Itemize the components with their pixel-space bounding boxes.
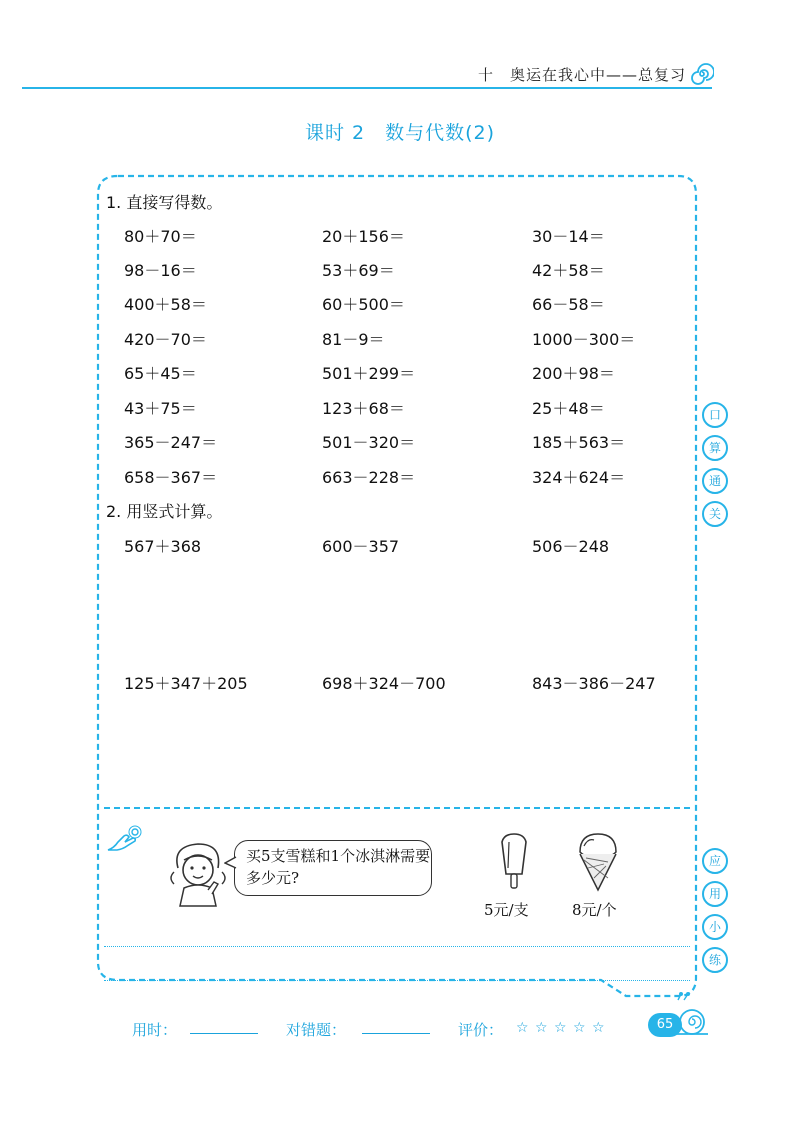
rating-star[interactable]: ☆	[554, 1020, 567, 1036]
rating-label: 评价：	[458, 1021, 504, 1039]
mental-problem: 501－320＝	[322, 433, 416, 452]
side-tab-oral: 关	[702, 501, 728, 527]
lesson-title: 课时 2 数与代数(2)	[304, 122, 496, 144]
mental-problem: 53＋69＝	[322, 261, 395, 280]
answer-line-1	[104, 946, 690, 947]
mental-problem: 185＋563＝	[532, 433, 626, 452]
pointing-hand-icon	[104, 824, 144, 856]
side-tab-apply: 用	[702, 881, 728, 907]
section-divider	[104, 807, 690, 809]
mental-problem: 81－9＝	[322, 330, 385, 349]
errors-label: 对错题：	[286, 1021, 347, 1039]
bubble-tail	[224, 856, 238, 870]
swirl-icon	[690, 62, 714, 86]
vertical-problem: 843－386－247	[532, 674, 656, 693]
side-tab-oral: 算	[702, 435, 728, 461]
popsicle-price: 5元/支	[484, 901, 529, 919]
mental-problem: 663－228＝	[322, 468, 416, 487]
answer-line-2	[104, 980, 690, 981]
side-tab-apply: 小	[702, 914, 728, 940]
mental-problem: 123＋68＝	[322, 399, 405, 418]
mental-problem: 20＋156＝	[322, 227, 405, 246]
mental-problem: 60＋500＝	[322, 295, 405, 314]
mental-problem: 25＋48＝	[532, 399, 605, 418]
side-tab-apply: 应	[702, 848, 728, 874]
mental-problem: 65＋45＝	[124, 364, 197, 383]
side-tab-oral: 通	[702, 468, 728, 494]
mental-problem: 98－16＝	[124, 261, 197, 280]
rating-star[interactable]: ☆	[535, 1020, 548, 1036]
vertical-problem: 698＋324－700	[322, 674, 446, 693]
mental-problem: 420－70＝	[124, 330, 207, 349]
page-number: 65	[648, 1013, 682, 1037]
errors-blank[interactable]	[362, 1033, 430, 1034]
chapter-title: 十 奥运在我心中——总复习	[478, 66, 687, 84]
rating-star[interactable]: ☆	[516, 1020, 529, 1036]
vertical-problem: 506－248	[532, 537, 610, 556]
time-label: 用时：	[132, 1021, 178, 1039]
mental-problem: 66－58＝	[532, 295, 605, 314]
icecream-price: 8元/个	[572, 901, 617, 919]
mental-problem: 43＋75＝	[124, 399, 197, 418]
ice-cream-cone-icon	[574, 830, 622, 894]
mental-problem: 658－367＝	[124, 468, 218, 487]
mental-problem: 30－14＝	[532, 227, 605, 246]
mental-problem: 200＋98＝	[532, 364, 615, 383]
rating-star[interactable]: ☆	[573, 1020, 586, 1036]
mental-problem: 80＋70＝	[124, 227, 197, 246]
vertical-problem: 567＋368	[124, 537, 202, 556]
mental-problem: 324＋624＝	[532, 468, 626, 487]
section1-title: 1. 直接写得数。	[106, 193, 223, 212]
mental-problem: 1000－300＝	[532, 330, 636, 349]
girl-illustration-icon	[164, 838, 234, 908]
time-blank[interactable]	[190, 1033, 258, 1034]
side-tab-apply: 练	[702, 947, 728, 973]
mental-problem: 501＋299＝	[322, 364, 416, 383]
rating-star[interactable]: ☆	[592, 1020, 605, 1036]
header-rule	[22, 87, 712, 89]
vertical-problem: 125＋347＋205	[124, 674, 248, 693]
mental-problem: 42＋58＝	[532, 261, 605, 280]
popsicle-icon	[494, 832, 534, 892]
side-tab-oral: 口	[702, 402, 728, 428]
mental-problem: 365－247＝	[124, 433, 218, 452]
vertical-problem: 600－357	[322, 537, 400, 556]
section2-title: 2. 用竖式计算。	[106, 502, 223, 521]
question-text: 买5支雪糕和1个冰淇淋需要多少元?	[246, 847, 431, 887]
mental-problem: 400＋58＝	[124, 295, 207, 314]
